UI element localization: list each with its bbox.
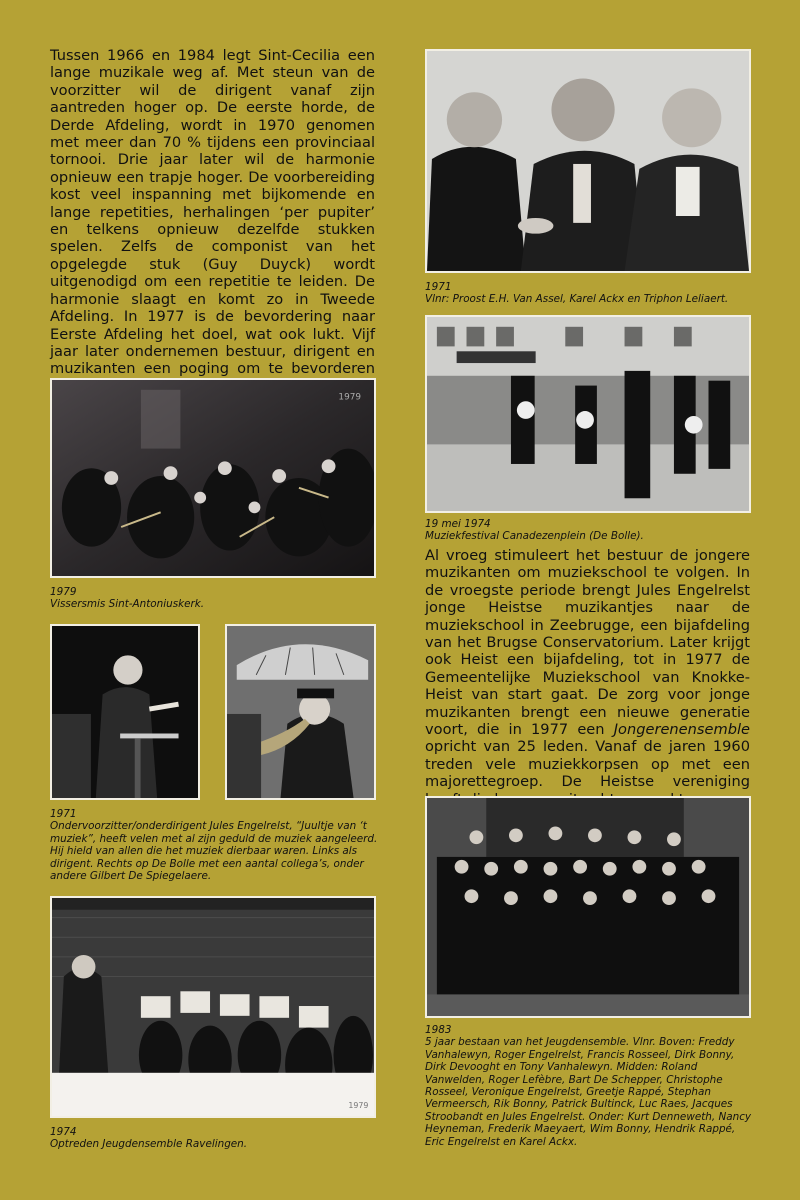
photo-music-festival — [425, 315, 751, 513]
photo-youth-ensemble — [50, 896, 376, 1118]
youth-paragraph-end: opricht van 25 leden. Vanaf de jaren 1960 treden vele muziekkorpsen op met een majorettegroep. De Heistse vereniging — [425, 738, 750, 791]
photo-group-1983 — [425, 796, 751, 1018]
caption-festival-text: Muziekfestival Canadezenplein (De Bolle). — [425, 530, 644, 543]
caption-festival — [425, 518, 751, 543]
caption-group-year: 1983 — [425, 1024, 452, 1036]
photo-ensemble-handwritten-mark: 1979 — [348, 1101, 369, 1111]
photo-church-image — [52, 380, 374, 576]
caption-group-text: 5 jaar bestaan van het Jeugdensemble. Vlnr. Boven: Freddy Vanhalewyn, Roger Engelrelst, Francis Rosseel, Dirk Bonny, Dirk Devooght en Tony Vanhalewyn. Midden: Roland Vanwelden, Roger Lefèbre, Bart De Schepper, Christophe Rosseel, Veronique Engelrelst, Greetje Rappé, Stephan Vermeersch, Rik Bonny, Patrick Bultinck, Luc Raes, Jacques Stroobandt en Jules Engelrelst. Onder: Kurt Denneweth, Nancy Heyneman, Frederik Maeyaert, Wim Bonny, Hendrik Rappé, Eric Engelrelst en Karel Ackx. — [425, 1036, 752, 1148]
caption-church-year: 1979 — [50, 586, 77, 598]
caption-ensemble-text: Optreden Jeugdensemble Ravelingen. — [50, 1138, 248, 1151]
photo-group-image — [427, 798, 749, 1016]
photo-festival-image — [427, 317, 749, 511]
youth-text-block — [425, 547, 750, 808]
photo-conductor — [50, 624, 200, 800]
photo-three-men — [425, 49, 751, 273]
youth-paragraph-emphasis: Jongerenensemble — [613, 721, 750, 739]
caption-three-men-year: 1971 — [425, 281, 452, 293]
caption-ensemble-year: 1974 — [50, 1126, 77, 1138]
caption-group — [425, 1024, 755, 1148]
caption-conductor-text: Ondervoorzitter/onderdirigent Jules Engelrelst, “Juultje van ‘t muziek”, heeft velen met al zijn geduld de muziek aangeleerd. Hij hield van allen die het muziek dierbaar waren. Links als dirigent. Rechts op De Bolle met een aantal collega’s, onder andere Gilbert De Spiegelaere. — [50, 820, 378, 883]
photo-conductor-image — [52, 626, 198, 798]
caption-conductor — [50, 808, 380, 882]
intro-paragraph: Tussen 1966 en 1984 legt Sint-Cecilia een lange muzikale weg af. Met steun van de voorzitter wil de dirigent vanaf zijn aantreden hoger op. De eerste horde, de Derde Afdeling, wordt in 1970 genomen met meer dan 70 % tijdens een provinciaal tornooi. Drie jaar later wil de harmonie opnieuw een trapje hoger. De voorbereiding kost veel inspanning met bijkomende en lange repetities, herhalingen ‘per pupiter’ en telkens opnieuw dezelfde stukken spelen. Zelfs de componist van het opgelegde stuk (Guy Duyck) wordt uitgenodigd om een repetitie te leiden. De harmonie slaagt en komt zo in Tweede Afdeling. In 1977 is de bevordering naar Eerste Afdeling het doel, wat ook lukt. Vijf jaar later ondernemen bestuur, dirigent en muzikanten een poging om te bevorderen — [50, 47, 375, 378]
youth-paragraph — [425, 547, 750, 808]
caption-three-men-text: Vlnr: Proost E.H. Van Assel, Karel Ackx en Triphon Leliaert. — [425, 293, 729, 306]
caption-church — [50, 586, 376, 611]
caption-three-men — [425, 281, 755, 306]
caption-conductor-year: 1971 — [50, 808, 77, 820]
photo-church-mass — [50, 378, 376, 578]
caption-ensemble — [50, 1126, 376, 1151]
photo-trumpet-image — [227, 626, 374, 798]
youth-paragraph-start: Al vroeg stimuleert het bestuur de jongere muzikanten om muziekschool te volgen. In de vroegste periode brengt Jules Engelrelst jonge Heistse muzikantjes naar de muziekschool in Zeebrugge, een bijafdeling van het Brugse Conservatorium. Later krijgt ook Heist een bijafdeling, tot in 1977 de Gemeentelijke Muziekschool van Knokke-Heist van start gaat. De zorg voor jonge muzikanten brengt een nieuwe generatie voort, die in 1977 een — [425, 547, 750, 739]
photo-three-men-image — [427, 51, 749, 271]
intro-text-block — [50, 47, 375, 413]
caption-festival-year: 19 mei 1974 — [425, 518, 491, 530]
photo-trumpet-players — [225, 624, 376, 800]
photo-church-handwritten-mark: 1979 — [338, 392, 362, 403]
caption-church-text: Vissersmis Sint-Antoniuskerk. — [50, 598, 205, 611]
photo-ensemble-image — [52, 898, 374, 1116]
